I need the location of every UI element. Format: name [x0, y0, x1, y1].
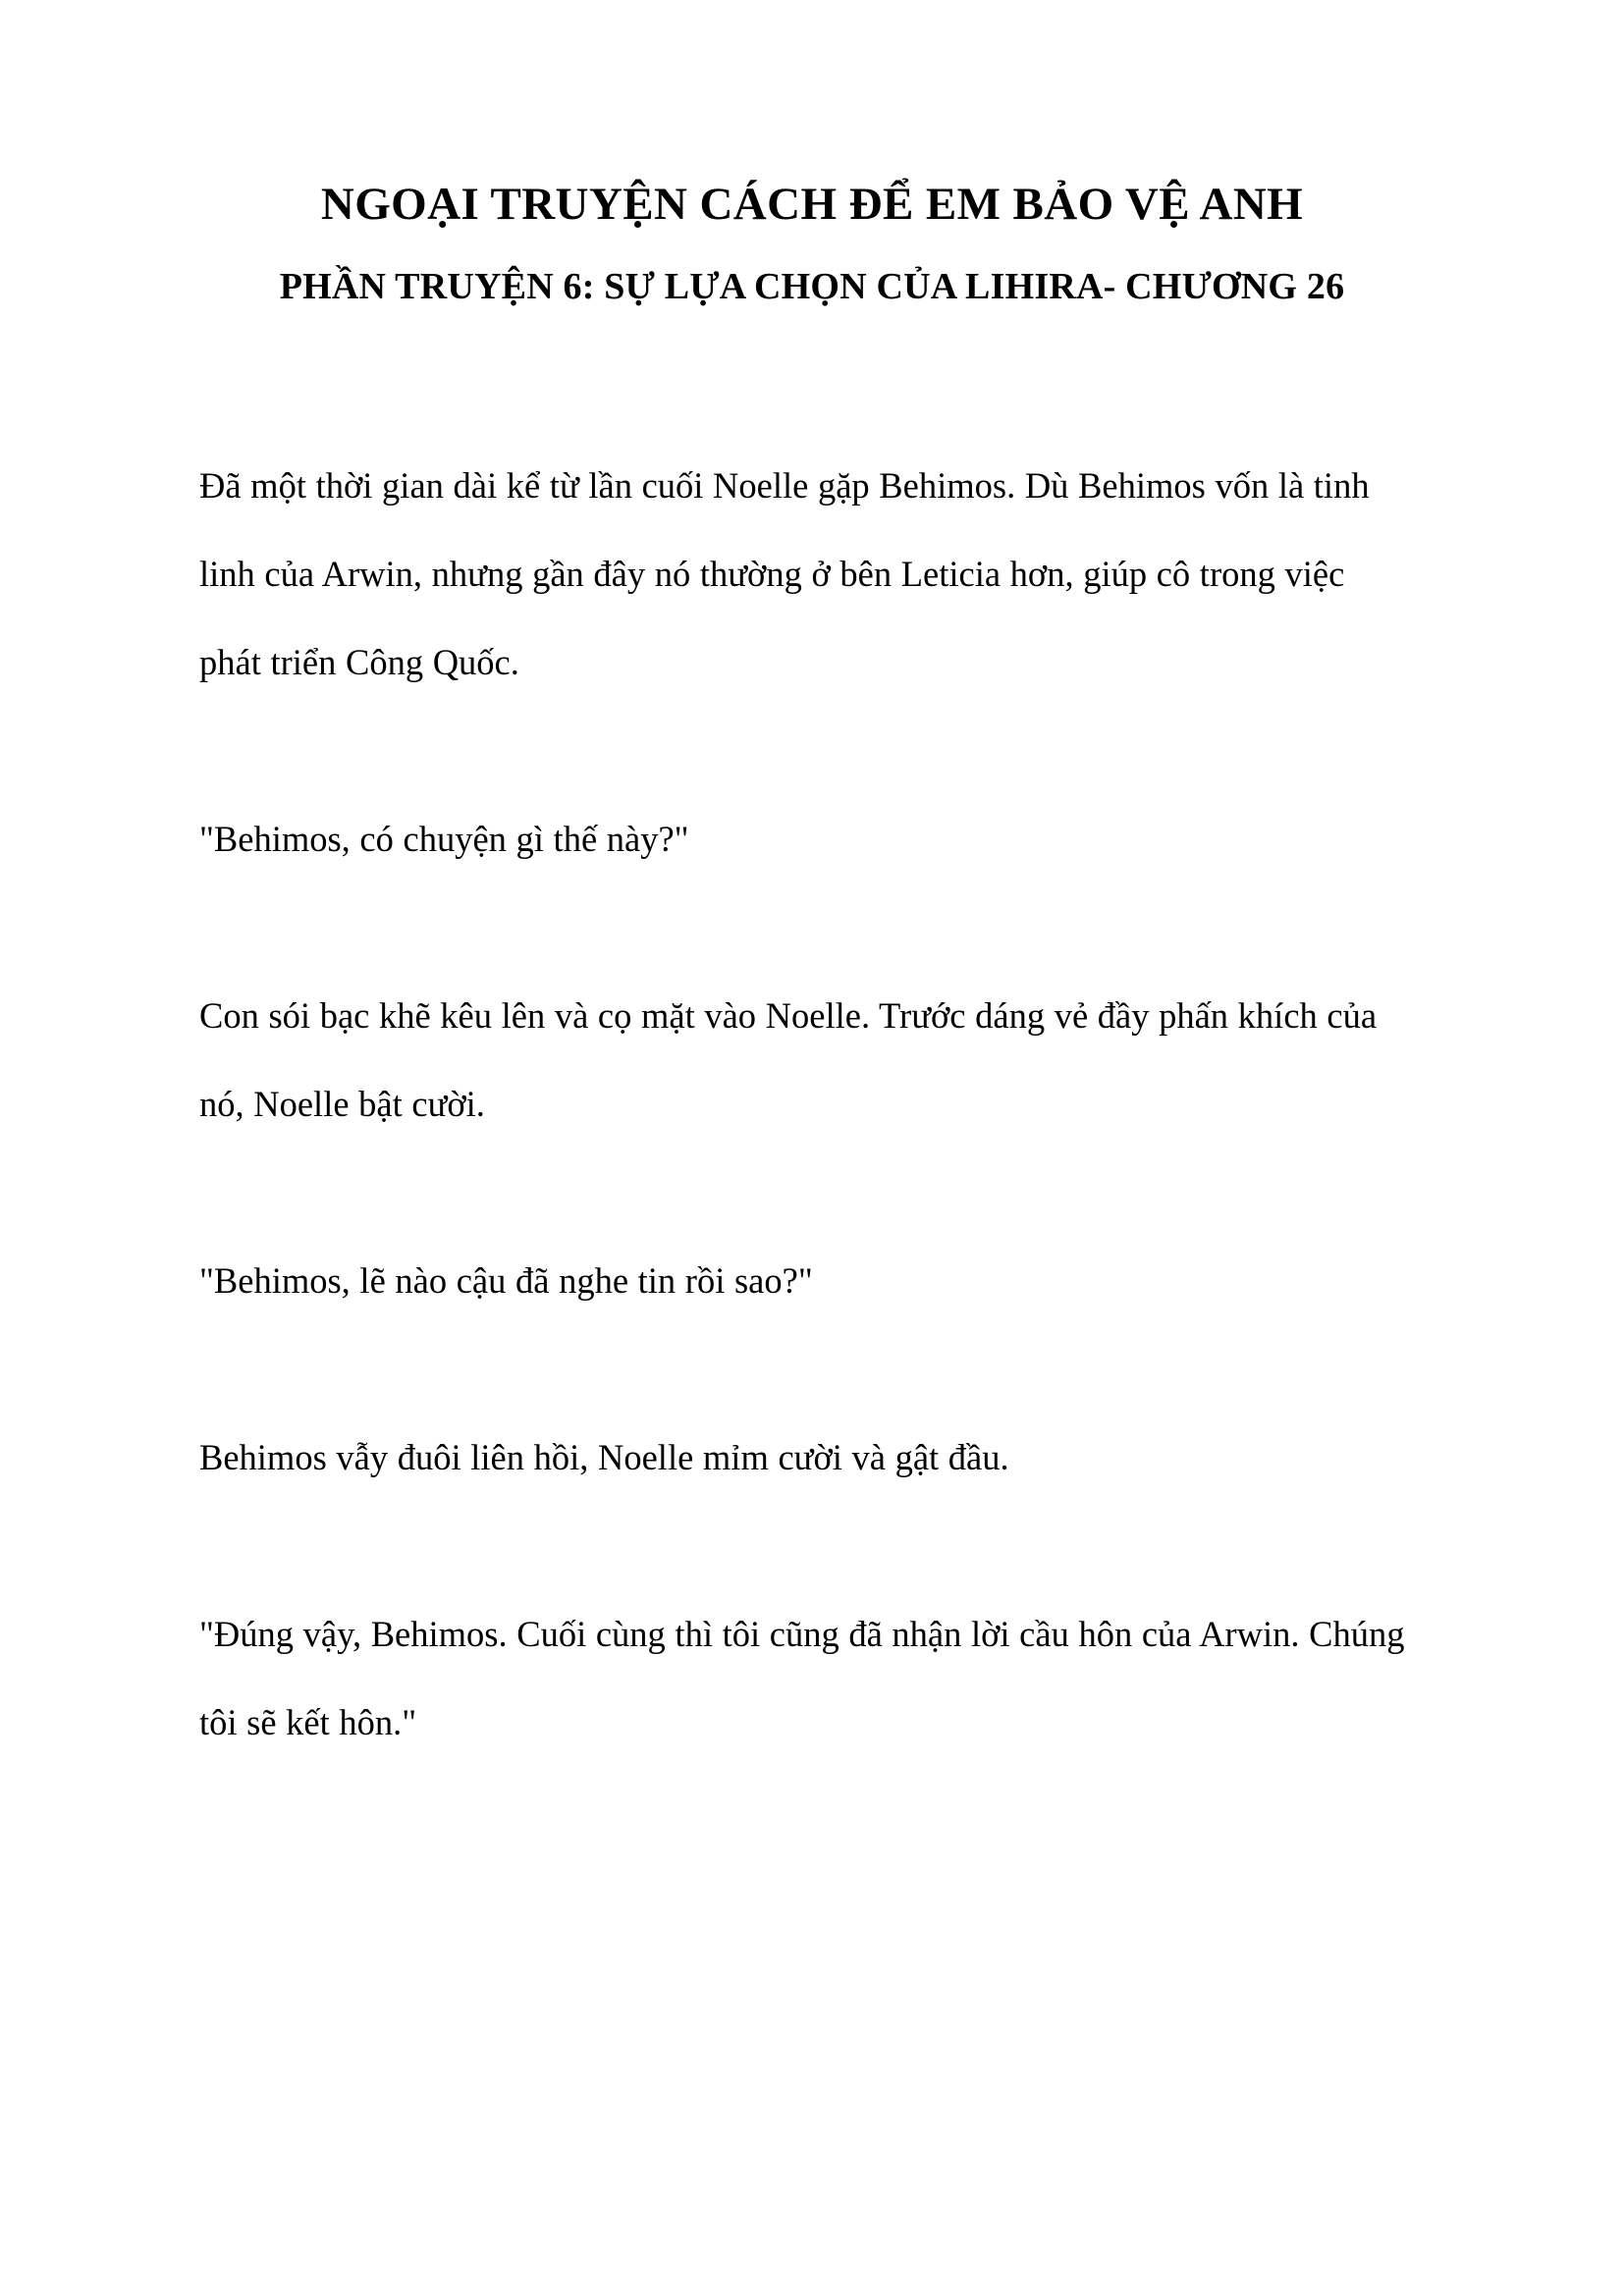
body-paragraph: "Đúng vậy, Behimos. Cuối cùng thì tôi cũng đã nhận lời cầu hôn của Arwin. Chúng tôi sẽ kết hôn."	[199, 1613, 1405, 1742]
page-subtitle: PHẦN TRUYỆN 6: SỰ LỰA CHỌN CỦA LIHIRA- CHƯƠNG 26	[279, 266, 1345, 308]
page-title: NGOẠI TRUYỆN CÁCH ĐỂ EM BẢO VỆ ANH	[320, 179, 1304, 230]
body-paragraph: Behimos vẫy đuôi liên hồi, Noelle mỉm cười và gật đầu.	[199, 1436, 1009, 1477]
body-paragraph: Con sói bạc khẽ kêu lên và cọ mặt vào Noelle. Trước dáng vẻ đầy phấn khích của nó, Noelle bật cười.	[199, 994, 1378, 1124]
body-paragraph: "Behimos, lẽ nào cậu đã nghe tin rồi sao?"	[199, 1259, 813, 1301]
document-header	[0, 0, 1624, 312]
body-paragraph: "Behimos, có chuyện gì thế này?"	[199, 818, 689, 859]
document-body	[0, 442, 1624, 1767]
body-paragraph: Đã một thời gian dài kể từ lần cuối Noelle gặp Behimos. Dù Behimos vốn là tinh linh của Arwin, nhưng gần đây nó thường ở bên Leticia hơn, giúp cô trong việc phát triển Công Quốc.	[199, 464, 1370, 682]
